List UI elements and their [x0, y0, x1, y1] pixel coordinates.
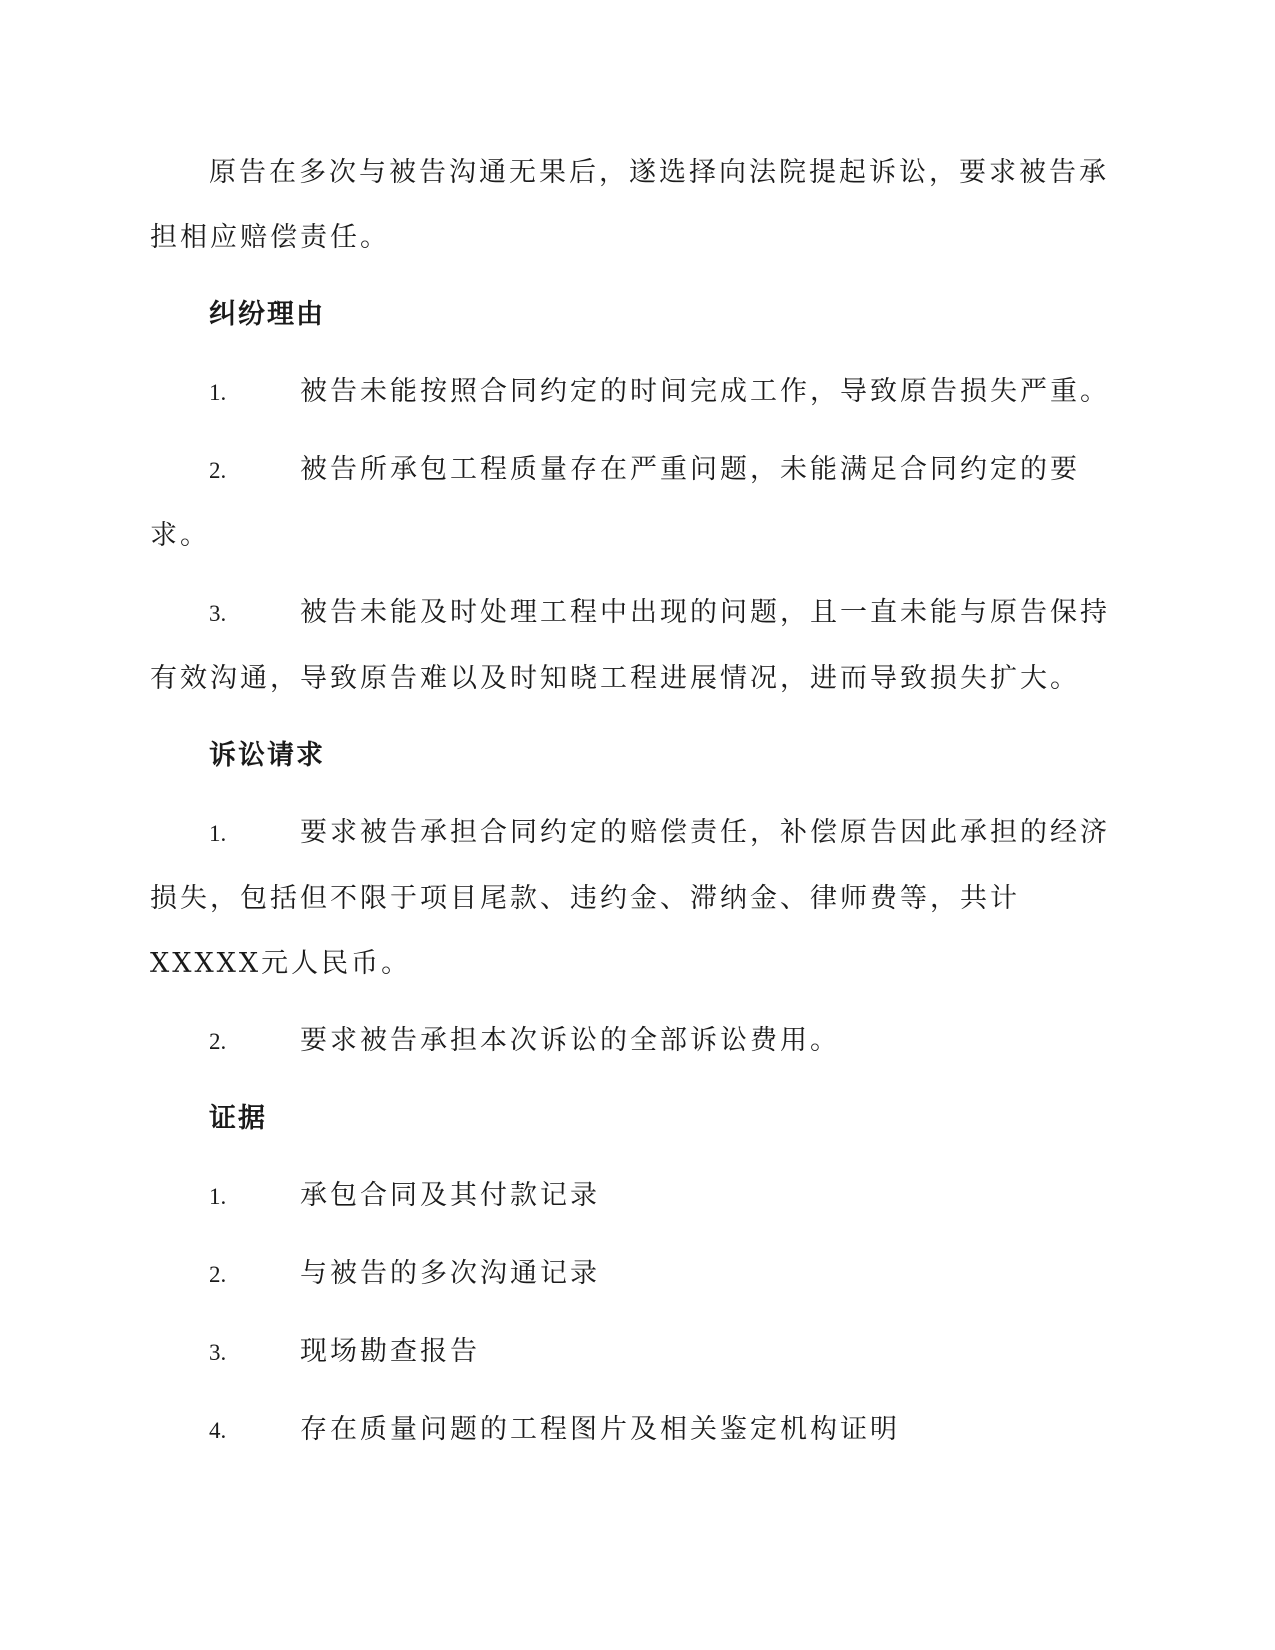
list-number: 3. — [209, 601, 227, 626]
list-number: 2. — [209, 458, 227, 483]
list-item-text: 被告所承包工程质量存在严重问题，未能满足合同约定的要求。 — [150, 454, 1080, 551]
list-number: 1. — [209, 380, 227, 405]
intro-paragraph: 原告在多次与被告沟通无果后，遂选择向法院提起诉讼，要求被告承担相应赔偿责任。 — [150, 157, 1109, 253]
evidence-item-2 — [150, 1241, 1110, 1307]
section-heading-reasons: 纠纷理由 — [209, 299, 325, 330]
evidence-item-3 — [150, 1319, 1110, 1385]
evidence-item-1 — [150, 1163, 1110, 1229]
claim-item-2 — [150, 1008, 1110, 1074]
list-item-text: 要求被告承担本次诉讼的全部诉讼费用。 — [300, 1025, 840, 1056]
list-item-text: 现场勘查报告 — [300, 1336, 480, 1367]
list-item-text: 与被告的多次沟通记录 — [300, 1258, 600, 1289]
claim-item-1 — [150, 800, 1110, 996]
list-item-text: 要求被告承担合同约定的赔偿责任，补偿原告因此承担的经济损失，包括但不限于项目尾款、违约金、滞纳金、律师费等，共计XXXXX元人民币。 — [150, 817, 1110, 979]
list-number: 3. — [209, 1340, 227, 1365]
reason-item-3 — [150, 580, 1110, 711]
section-heading-evidence: 证据 — [209, 1103, 267, 1134]
document-body — [150, 140, 1110, 1463]
list-number: 2. — [209, 1029, 227, 1054]
section-heading-claims: 诉讼请求 — [209, 740, 325, 771]
list-item-text: 存在质量问题的工程图片及相关鉴定机构证明 — [300, 1414, 900, 1445]
reason-item-1 — [150, 359, 1110, 425]
list-item-text: 被告未能按照合同约定的时间完成工作，导致原告损失严重。 — [300, 376, 1110, 407]
list-number: 1. — [209, 1184, 227, 1209]
list-number: 1. — [209, 821, 227, 846]
evidence-item-4 — [150, 1397, 1110, 1463]
list-item-text: 被告未能及时处理工程中出现的问题，且一直未能与原告保持有效沟通，导致原告难以及时知晓工程进展情况，进而导致损失扩大。 — [150, 597, 1110, 694]
list-number: 2. — [209, 1262, 227, 1287]
list-item-text: 承包合同及其付款记录 — [300, 1180, 600, 1211]
list-number: 4. — [209, 1418, 227, 1443]
reason-item-2 — [150, 437, 1110, 568]
